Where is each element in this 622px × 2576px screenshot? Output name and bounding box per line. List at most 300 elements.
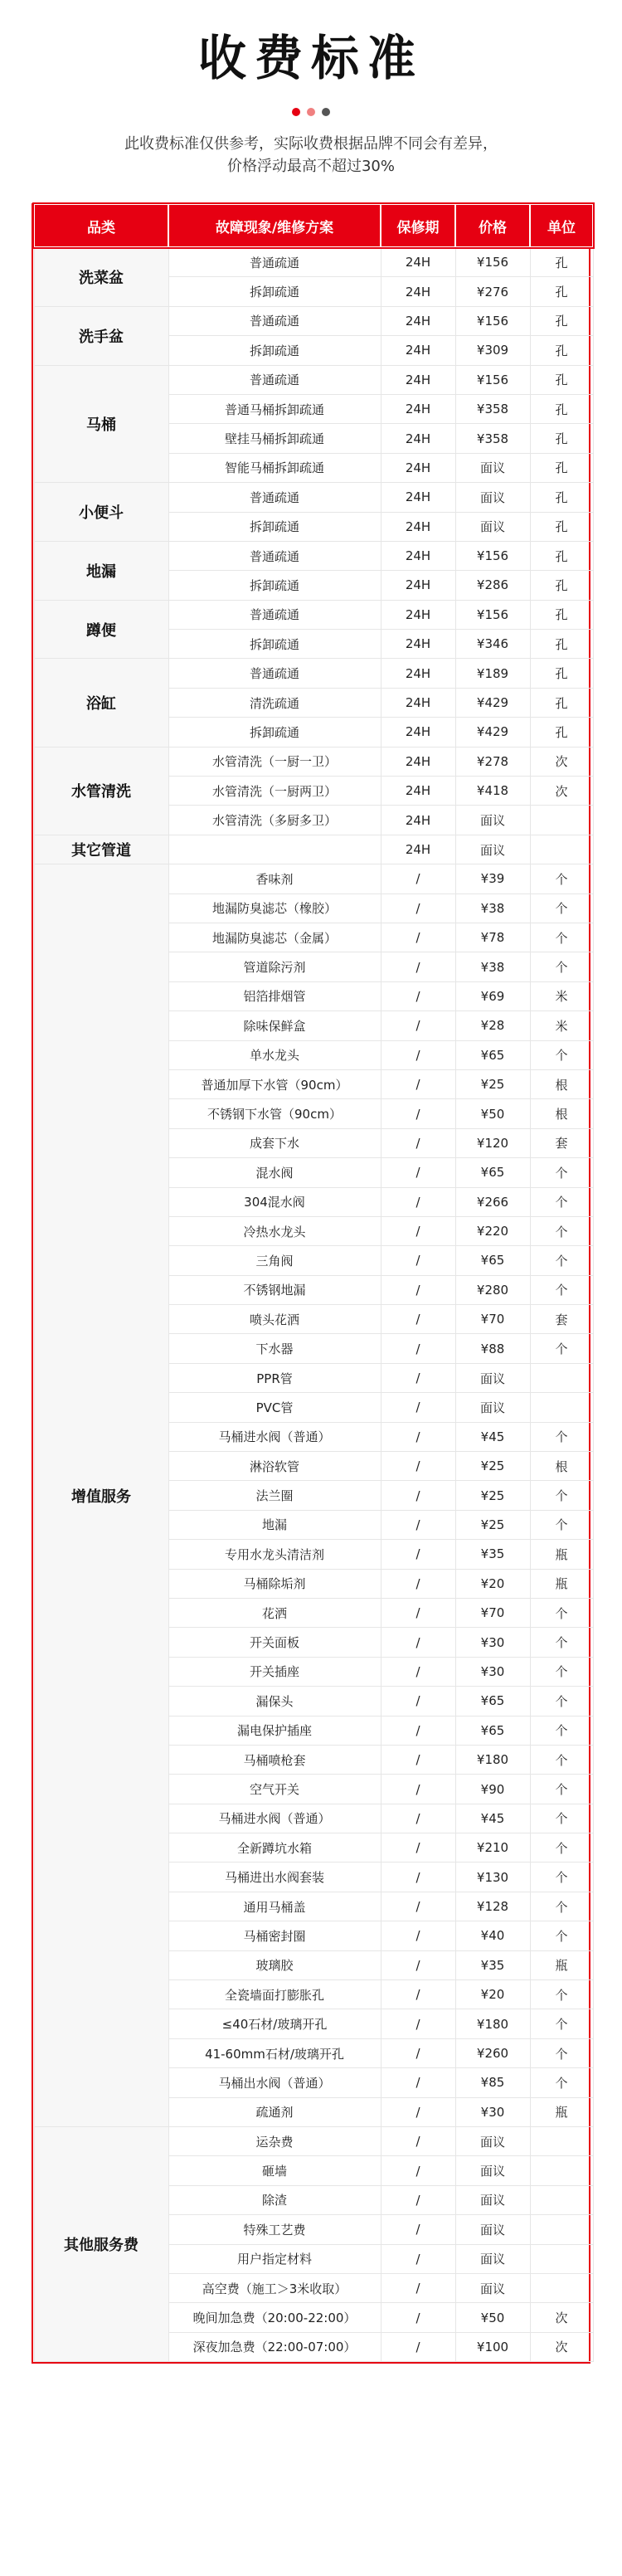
solution-cell: 专用水龙头清洁剂 (168, 1540, 381, 1569)
unit-cell: 个 (530, 1216, 593, 1245)
warranty-cell: / (381, 1569, 455, 1598)
solution-cell: 空气开关 (168, 1775, 381, 1804)
unit-cell: 个 (530, 1422, 593, 1451)
header-price: 价格 (455, 204, 530, 247)
unit-cell: 孔 (530, 277, 593, 306)
unit-cell: 个 (530, 1833, 593, 1863)
solution-cell: 玻璃胶 (168, 1950, 381, 1979)
table-row (34, 247, 593, 277)
warranty-cell: / (381, 894, 455, 923)
price-cell: ¥156 (455, 306, 530, 335)
solution-cell: 地漏 (168, 1510, 381, 1539)
solution-cell: 特殊工艺费 (168, 2215, 381, 2244)
category-cell: 小便斗 (34, 483, 168, 542)
price-cell: ¥25 (455, 1510, 530, 1539)
price-cell: ¥78 (455, 923, 530, 952)
unit-cell: 个 (530, 1863, 593, 1892)
category-cell: 洗菜盆 (34, 247, 168, 306)
price-cell: ¥40 (455, 1921, 530, 1950)
solution-cell: 马桶进水阀（普通） (168, 1422, 381, 1451)
warranty-cell: / (381, 1892, 455, 1921)
warranty-cell: / (381, 923, 455, 952)
warranty-cell: / (381, 2038, 455, 2067)
unit-cell: 个 (530, 1745, 593, 1774)
warranty-cell: 24H (381, 600, 455, 629)
unit-cell (530, 2273, 593, 2302)
warranty-cell: / (381, 864, 455, 894)
warranty-cell: / (381, 1921, 455, 1950)
solution-cell: 拆卸疏通 (168, 630, 381, 659)
solution-cell: 运杂费 (168, 2127, 381, 2156)
price-cell: ¥266 (455, 1187, 530, 1216)
price-cell: ¥38 (455, 894, 530, 923)
unit-cell: 个 (530, 1510, 593, 1539)
price-cell: 面议 (455, 2127, 530, 2156)
price-cell: 面议 (455, 1393, 530, 1422)
solution-cell: PPR管 (168, 1363, 381, 1392)
warranty-cell: 24H (381, 424, 455, 453)
solution-cell: 铝箔排烟管 (168, 981, 381, 1010)
warranty-cell: / (381, 1393, 455, 1422)
warranty-cell: / (381, 1187, 455, 1216)
solution-cell: 普通疏通 (168, 600, 381, 629)
warranty-cell: / (381, 1775, 455, 1804)
price-cell: 面议 (455, 2273, 530, 2302)
unit-cell: 瓶 (530, 2097, 593, 2126)
unit-cell: 次 (530, 747, 593, 776)
price-cell: ¥25 (455, 1069, 530, 1098)
warranty-cell: 24H (381, 718, 455, 747)
category-cell: 洗手盆 (34, 306, 168, 365)
price-cell: ¥65 (455, 1040, 530, 1069)
solution-cell: 普通疏通 (168, 483, 381, 512)
unit-cell: 个 (530, 2038, 593, 2067)
price-cell: ¥20 (455, 1569, 530, 1598)
price-cell: ¥25 (455, 1481, 530, 1510)
price-cell: ¥220 (455, 1216, 530, 1245)
warranty-cell: / (381, 1863, 455, 1892)
price-cell: 面议 (455, 2215, 530, 2244)
solution-cell: 普通疏通 (168, 659, 381, 688)
unit-cell (530, 1393, 593, 1422)
unit-cell: 个 (530, 1158, 593, 1187)
solution-cell: 马桶出水阀（普通） (168, 2068, 381, 2097)
unit-cell: 孔 (530, 718, 593, 747)
price-cell: ¥100 (455, 2332, 530, 2361)
solution-cell: 漏保头 (168, 1687, 381, 1716)
table-row (34, 2127, 593, 2156)
unit-cell: 孔 (530, 424, 593, 453)
price-cell: ¥39 (455, 864, 530, 894)
solution-cell: 三角阀 (168, 1246, 381, 1275)
warranty-cell: / (381, 1334, 455, 1363)
solution-cell: 304混水阀 (168, 1187, 381, 1216)
warranty-cell: / (381, 1745, 455, 1774)
unit-cell: 瓶 (530, 1950, 593, 1979)
solution-cell: 漏电保护插座 (168, 1716, 381, 1745)
table-header-row (34, 204, 593, 247)
price-cell: ¥38 (455, 952, 530, 981)
price-cell: ¥278 (455, 747, 530, 776)
price-cell: ¥70 (455, 1598, 530, 1627)
dot-gray (322, 108, 330, 116)
price-cell: ¥210 (455, 1833, 530, 1863)
unit-cell (530, 2215, 593, 2244)
price-cell: ¥309 (455, 336, 530, 365)
unit-cell: 个 (530, 1892, 593, 1921)
price-cell: ¥346 (455, 630, 530, 659)
warranty-cell: 24H (381, 747, 455, 776)
unit-cell: 米 (530, 1011, 593, 1040)
warranty-cell: / (381, 2156, 455, 2185)
warranty-cell: / (381, 1040, 455, 1069)
unit-cell: 个 (530, 952, 593, 981)
price-cell: ¥70 (455, 1305, 530, 1334)
dot-red (292, 108, 300, 116)
price-cell: 面议 (455, 835, 530, 864)
warranty-cell: 24H (381, 630, 455, 659)
solution-cell: 高空费（施工＞3米收取） (168, 2273, 381, 2302)
unit-cell (530, 2127, 593, 2156)
warranty-cell: / (381, 1687, 455, 1716)
warranty-cell: / (381, 1510, 455, 1539)
unit-cell: 个 (530, 1921, 593, 1950)
unit-cell: 孔 (530, 306, 593, 335)
solution-cell: 花洒 (168, 1598, 381, 1627)
warranty-cell: / (381, 2009, 455, 2038)
unit-cell: 个 (530, 1275, 593, 1304)
table-row (34, 306, 593, 335)
solution-cell: 普通疏通 (168, 541, 381, 570)
unit-cell: 个 (530, 1040, 593, 1069)
solution-cell: 除渣 (168, 2185, 381, 2214)
solution-cell: 马桶喷枪套 (168, 1745, 381, 1774)
solution-cell: 淋浴软管 (168, 1452, 381, 1481)
warranty-cell: 24H (381, 365, 455, 394)
unit-cell (530, 835, 593, 864)
solution-cell: 深夜加急费（22:00-07:00） (168, 2332, 381, 2361)
category-cell: 地漏 (34, 541, 168, 600)
unit-cell: 孔 (530, 659, 593, 688)
solution-cell: 地漏防臭滤芯（橡胶） (168, 894, 381, 923)
warranty-cell: 24H (381, 571, 455, 600)
price-cell: ¥358 (455, 424, 530, 453)
unit-cell: 个 (530, 2009, 593, 2038)
warranty-cell: / (381, 1452, 455, 1481)
unit-cell: 个 (530, 1775, 593, 1804)
solution-cell: 成套下水 (168, 1128, 381, 1157)
warranty-cell: / (381, 2332, 455, 2361)
solution-cell: 水管清洗（一厨两卫） (168, 777, 381, 806)
price-cell: ¥120 (455, 1128, 530, 1157)
unit-cell: 个 (530, 1804, 593, 1833)
warranty-cell: / (381, 2303, 455, 2332)
unit-cell: 孔 (530, 571, 593, 600)
warranty-cell: / (381, 1216, 455, 1245)
solution-cell: 除味保鲜盒 (168, 1011, 381, 1040)
unit-cell: 孔 (530, 336, 593, 365)
unit-cell: 个 (530, 1334, 593, 1363)
warranty-cell: / (381, 2185, 455, 2214)
unit-cell: 个 (530, 1687, 593, 1716)
unit-cell: 个 (530, 1716, 593, 1745)
unit-cell (530, 2185, 593, 2214)
unit-cell: 孔 (530, 600, 593, 629)
solution-cell: 混水阀 (168, 1158, 381, 1187)
warranty-cell: 24H (381, 394, 455, 423)
solution-cell: 开关插座 (168, 1657, 381, 1686)
table-body (34, 247, 593, 2362)
unit-cell: 米 (530, 981, 593, 1010)
solution-cell: 拆卸疏通 (168, 718, 381, 747)
unit-cell: 瓶 (530, 1569, 593, 1598)
warranty-cell: 24H (381, 777, 455, 806)
unit-cell: 次 (530, 2303, 593, 2332)
price-cell: ¥45 (455, 1804, 530, 1833)
price-cell: ¥429 (455, 688, 530, 717)
solution-cell: 41-60mm石材/玻璃开孔 (168, 2038, 381, 2067)
solution-cell: 砸墙 (168, 2156, 381, 2185)
unit-cell: 个 (530, 894, 593, 923)
warranty-cell: / (381, 1422, 455, 1451)
unit-cell (530, 2244, 593, 2273)
price-cell: 面议 (455, 483, 530, 512)
price-cell: ¥35 (455, 1540, 530, 1569)
warranty-cell: / (381, 1246, 455, 1275)
solution-cell: 通用马桶盖 (168, 1892, 381, 1921)
solution-cell: 不锈钢下水管（90cm） (168, 1099, 381, 1128)
solution-cell: 拆卸疏通 (168, 336, 381, 365)
unit-cell: 孔 (530, 365, 593, 394)
warranty-cell: / (381, 1540, 455, 1569)
price-cell: 面议 (455, 453, 530, 482)
intro-text (0, 133, 622, 178)
table-row (34, 747, 593, 776)
warranty-cell: / (381, 981, 455, 1010)
price-cell: ¥69 (455, 981, 530, 1010)
price-cell: ¥65 (455, 1158, 530, 1187)
table-row (34, 365, 593, 394)
warranty-cell: 24H (381, 688, 455, 717)
unit-cell: 个 (530, 1246, 593, 1275)
unit-cell: 个 (530, 1980, 593, 2009)
category-cell: 水管清洗 (34, 747, 168, 835)
price-cell: ¥30 (455, 1657, 530, 1686)
price-cell: ¥88 (455, 1334, 530, 1363)
price-cell: ¥65 (455, 1716, 530, 1745)
unit-cell: 孔 (530, 688, 593, 717)
unit-cell: 个 (530, 2068, 593, 2097)
warranty-cell: / (381, 2097, 455, 2126)
warranty-cell: 24H (381, 835, 455, 864)
price-cell: ¥50 (455, 2303, 530, 2332)
warranty-cell: / (381, 2215, 455, 2244)
warranty-cell: / (381, 1716, 455, 1745)
price-cell: ¥128 (455, 1892, 530, 1921)
warranty-cell: 24H (381, 453, 455, 482)
solution-cell: 全新蹲坑水箱 (168, 1833, 381, 1863)
solution-cell: 管道除污剂 (168, 952, 381, 981)
solution-cell: 普通马桶拆卸疏通 (168, 394, 381, 423)
price-cell: ¥418 (455, 777, 530, 806)
solution-cell: 马桶密封圈 (168, 1921, 381, 1950)
unit-cell (530, 806, 593, 835)
price-cell: ¥276 (455, 277, 530, 306)
table-row (34, 835, 593, 864)
unit-cell: 孔 (530, 512, 593, 541)
price-cell: 面议 (455, 2185, 530, 2214)
header-category: 品类 (34, 204, 168, 247)
table-row (34, 483, 593, 512)
price-cell: ¥90 (455, 1775, 530, 1804)
price-cell: ¥65 (455, 1687, 530, 1716)
price-cell: 面议 (455, 512, 530, 541)
intro-line-1: 此收费标准仅供参考，实际收费根据品牌不同会有差异， (124, 135, 498, 153)
category-cell: 增值服务 (34, 864, 168, 2127)
price-cell: 面议 (455, 2156, 530, 2185)
warranty-cell: / (381, 1011, 455, 1040)
solution-cell: 智能马桶拆卸疏通 (168, 453, 381, 482)
price-cell: ¥286 (455, 571, 530, 600)
solution-cell: 喷头花洒 (168, 1305, 381, 1334)
solution-cell: ≤40石材/玻璃开孔 (168, 2009, 381, 2038)
unit-cell: 孔 (530, 483, 593, 512)
solution-cell: 拆卸疏通 (168, 512, 381, 541)
solution-cell: 普通疏通 (168, 365, 381, 394)
header-warranty: 保修期 (381, 204, 455, 247)
solution-cell: 下水器 (168, 1334, 381, 1363)
solution-cell: 冷热水龙头 (168, 1216, 381, 1245)
solution-cell: 不锈钢地漏 (168, 1275, 381, 1304)
solution-cell: 疏通剂 (168, 2097, 381, 2126)
unit-cell: 个 (530, 1657, 593, 1686)
table-row (34, 659, 593, 688)
unit-cell: 孔 (530, 630, 593, 659)
unit-cell: 孔 (530, 247, 593, 277)
warranty-cell: / (381, 952, 455, 981)
table-row (34, 864, 593, 894)
unit-cell: 根 (530, 1452, 593, 1481)
price-cell: ¥130 (455, 1863, 530, 1892)
solution-cell: 法兰圈 (168, 1481, 381, 1510)
warranty-cell: / (381, 1275, 455, 1304)
category-cell: 其他服务费 (34, 2127, 168, 2362)
page-title: 收费标准 (197, 30, 424, 86)
price-cell: ¥156 (455, 247, 530, 277)
unit-cell: 个 (530, 923, 593, 952)
warranty-cell: 24H (381, 277, 455, 306)
price-cell: ¥45 (455, 1422, 530, 1451)
warranty-cell: 24H (381, 306, 455, 335)
solution-cell: 马桶进水阀（普通） (168, 1804, 381, 1833)
solution-cell: 水管清洗（一厨一卫） (168, 747, 381, 776)
warranty-cell: / (381, 1657, 455, 1686)
price-cell: 面议 (455, 1363, 530, 1392)
price-cell: ¥156 (455, 365, 530, 394)
title-dots (0, 108, 622, 116)
unit-cell (530, 2156, 593, 2185)
price-cell: ¥180 (455, 1745, 530, 1774)
intro-line-2: 价格浮动最高不超过30% (226, 158, 395, 175)
warranty-cell: / (381, 1069, 455, 1098)
warranty-cell: / (381, 1305, 455, 1334)
solution-cell: 晚间加急费（20:00-22:00） (168, 2303, 381, 2332)
price-table (33, 203, 594, 2362)
price-cell: ¥358 (455, 394, 530, 423)
header-solution: 故障现象/维修方案 (168, 204, 381, 247)
category-cell: 马桶 (34, 365, 168, 483)
unit-cell: 套 (530, 1128, 593, 1157)
solution-cell: 壁挂马桶拆卸疏通 (168, 424, 381, 453)
price-cell: ¥28 (455, 1011, 530, 1040)
price-cell: ¥260 (455, 2038, 530, 2067)
price-cell: ¥156 (455, 600, 530, 629)
unit-cell: 孔 (530, 394, 593, 423)
table-row (34, 541, 593, 570)
unit-cell: 套 (530, 1305, 593, 1334)
price-cell: ¥156 (455, 541, 530, 570)
price-table-wrapper (32, 203, 590, 2364)
warranty-cell: / (381, 2273, 455, 2302)
unit-cell: 孔 (530, 541, 593, 570)
unit-cell (530, 1363, 593, 1392)
unit-cell: 个 (530, 864, 593, 894)
unit-cell: 根 (530, 1099, 593, 1128)
unit-cell: 个 (530, 1598, 593, 1627)
solution-cell: 开关面板 (168, 1628, 381, 1657)
unit-cell: 瓶 (530, 1540, 593, 1569)
solution-cell: 清洗疏通 (168, 688, 381, 717)
warranty-cell: / (381, 1099, 455, 1128)
category-cell: 其它管道 (34, 835, 168, 864)
warranty-cell: 24H (381, 336, 455, 365)
category-cell: 蹲便 (34, 600, 168, 659)
price-cell: ¥20 (455, 1980, 530, 2009)
warranty-cell: / (381, 2068, 455, 2097)
warranty-cell: / (381, 1481, 455, 1510)
unit-cell: 孔 (530, 453, 593, 482)
price-cell: ¥280 (455, 1275, 530, 1304)
solution-cell: 拆卸疏通 (168, 277, 381, 306)
table-row (34, 600, 593, 629)
solution-cell: 马桶除垢剂 (168, 1569, 381, 1598)
price-cell: 面议 (455, 806, 530, 835)
solution-cell: 单水龙头 (168, 1040, 381, 1069)
solution-cell: 马桶进出水阀套装 (168, 1863, 381, 1892)
warranty-cell: 24H (381, 659, 455, 688)
unit-cell: 次 (530, 2332, 593, 2361)
warranty-cell: / (381, 1950, 455, 1979)
solution-cell: 普通加厚下水管（90cm） (168, 1069, 381, 1098)
solution-cell (168, 835, 381, 864)
price-cell: ¥429 (455, 718, 530, 747)
solution-cell: 水管清洗（多厨多卫） (168, 806, 381, 835)
price-cell: ¥189 (455, 659, 530, 688)
warranty-cell: / (381, 1363, 455, 1392)
warranty-cell: / (381, 2127, 455, 2156)
price-cell: ¥35 (455, 1950, 530, 1979)
price-cell: 面议 (455, 2244, 530, 2273)
warranty-cell: / (381, 1628, 455, 1657)
warranty-cell: / (381, 1980, 455, 2009)
unit-cell: 个 (530, 1481, 593, 1510)
price-cell: ¥85 (455, 2068, 530, 2097)
header-unit: 单位 (530, 204, 593, 247)
warranty-cell: 24H (381, 247, 455, 277)
price-cell: ¥65 (455, 1246, 530, 1275)
price-cell: ¥50 (455, 1099, 530, 1128)
solution-cell: 地漏防臭滤芯（金属） (168, 923, 381, 952)
